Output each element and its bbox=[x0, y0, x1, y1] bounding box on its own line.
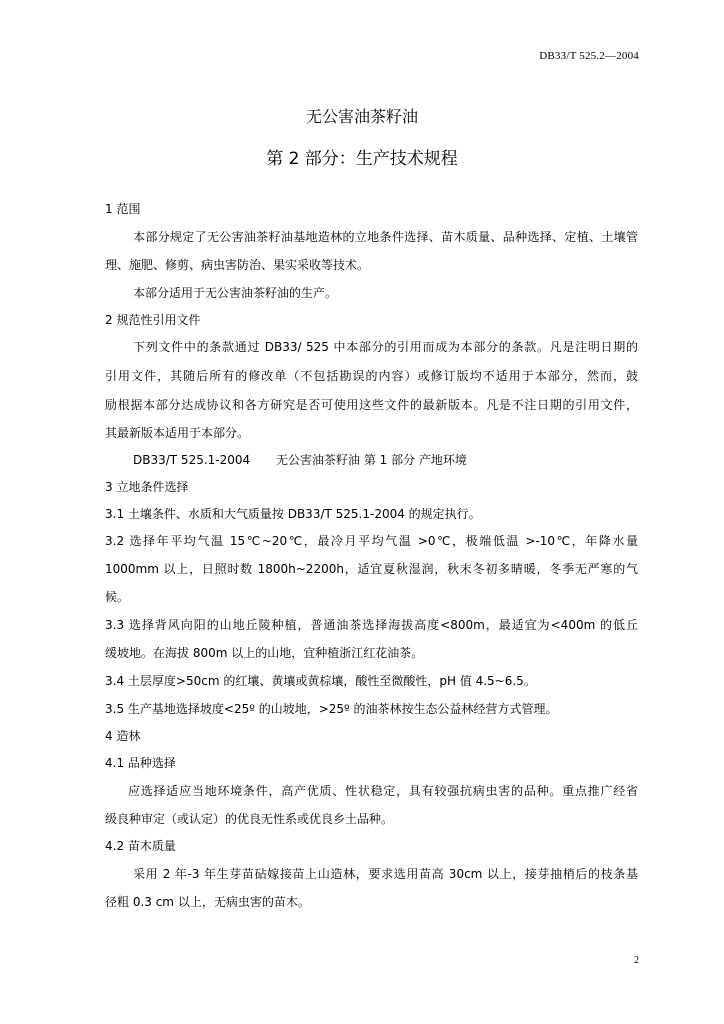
subsection-4-2-heading: 4.2 苗木质量 bbox=[105, 839, 176, 853]
subsection-4-1-heading: 4.1 品种选择 bbox=[105, 756, 176, 770]
paragraph-line: 本部分适用于无公害油茶籽油的生产。 bbox=[133, 286, 338, 300]
section-1-heading: 1 范围 bbox=[105, 202, 141, 216]
section-4-heading: 4 造林 bbox=[105, 729, 141, 743]
section-3-heading: 3 立地条件选择 bbox=[105, 480, 189, 494]
paragraph-line: 1000mm 以上，日照时数 1800h~2200h，适宜夏秋湿润，秋末冬初多晴暖，冬季无严寒的气 bbox=[105, 562, 638, 576]
paragraph-line: 3.3 选择背风向阳的山地丘陵种植，普通油茶选择海拔高度<800m，最适宜为<400m 的低丘 bbox=[105, 618, 638, 632]
paragraph-line: 本部分规定了无公害油茶籽油基地造林的立地条件选择、苗木质量、品种选择、定植、土壤管 bbox=[133, 230, 638, 244]
page-number: 2 bbox=[634, 955, 639, 966]
clause-3-4: 3.4 土层厚度>50cm 的红壤、黄壤或黄棕壤，酸性至微酸性，pH 值 4.5~6.5。 bbox=[105, 674, 536, 688]
standard-code: DB33/T 525.2—2004 bbox=[539, 50, 639, 62]
reference-title: 无公害油茶籽油 第 1 部分 产地环境 bbox=[276, 453, 467, 467]
reference-code: DB33/T 525.1-2004 bbox=[133, 453, 251, 467]
paragraph-line: 理、施肥、修剪、病虫害防治、果实采收等技术。 bbox=[105, 258, 370, 272]
document-title: 无公害油茶籽油 bbox=[305, 107, 418, 126]
paragraph-line: 缓坡地。在海拔 800m 以上的山地，宜种植浙江红花油茶。 bbox=[105, 646, 424, 660]
normative-reference bbox=[133, 452, 638, 468]
paragraph-line: 下列文件中的条款通过 DB33/ 525 中本部分的引用而成为本部分的条款。凡是注明日期的 bbox=[133, 340, 638, 354]
paragraph-line: 应选择适应当地环境条件，高产优质、性状稳定，具有较强抗病虫害的品种。重点推广经省 bbox=[128, 784, 638, 798]
paragraph-line: 3.2 选择年平均气温 15℃~20℃，最冷月平均气温 >0℃，极端低温 >-10℃，年降水量 bbox=[105, 534, 638, 548]
paragraph-line: 引用文件，其随后所有的修改单（不包括勘误的内容）或修订版均不适用于本部分，然而，鼓 bbox=[105, 369, 638, 383]
section-2-heading: 2 规范性引用文件 bbox=[105, 313, 201, 327]
paragraph-line: 级良种审定（或认定）的优良无性系或优良乡土品种。 bbox=[105, 812, 394, 826]
paragraph-line: 候。 bbox=[105, 590, 130, 604]
document-subtitle: 第 2 部分：生产技术规程 bbox=[266, 149, 458, 169]
paragraph-line: 其最新版本适用于本部分。 bbox=[105, 426, 250, 440]
paragraph-line: 径粗 0.3 cm 以上，无病虫害的苗木。 bbox=[105, 895, 310, 909]
paragraph-line: 励根据本部分达成协议和各方研究是否可使用这些文件的最新版本。凡是不注日期的引用文件， bbox=[105, 398, 638, 412]
clause-3-5: 3.5 生产基地选择坡度<25º 的山坡地，>25º 的油茶林按生态公益林经营方式管理。 bbox=[105, 702, 558, 716]
clause-3-1: 3.1 土壤条件、水质和大气质量按 DB33/T 525.1-2004 的规定执行。 bbox=[105, 507, 481, 521]
paragraph-line: 采用 2 年-3 年生芽苗砧嫁接苗上山造林，要求选用苗高 30cm 以上，接芽抽梢后的枝条基 bbox=[133, 867, 638, 881]
